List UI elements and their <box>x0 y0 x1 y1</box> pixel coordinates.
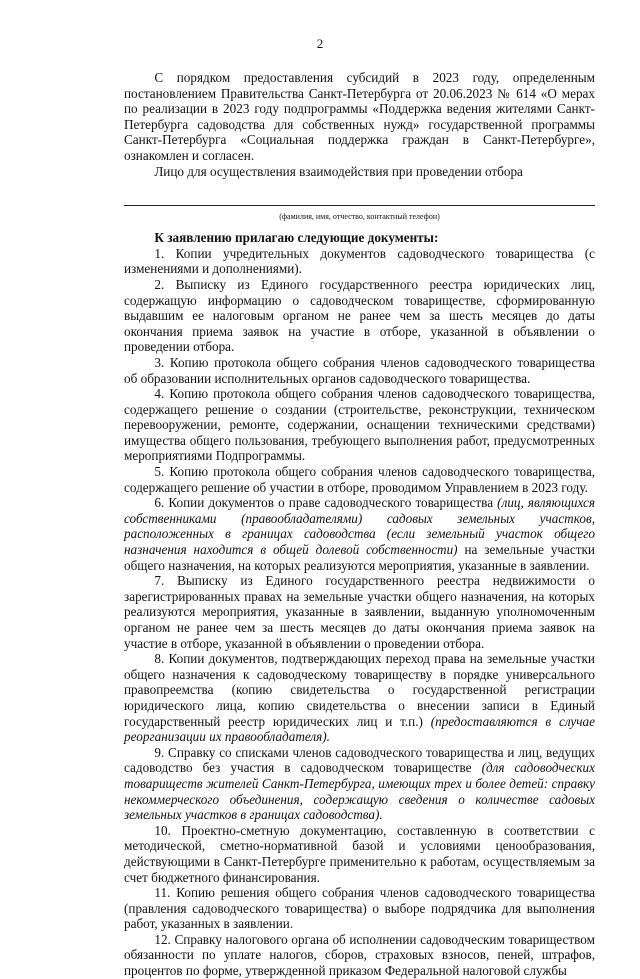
list-item-text: 8. Копии документов, подтверждающих переход права на земельные участки общего назначения к садоводческому товариществу в порядке универсального правопреемства (копию свидетельства о государственной регистрации юридического лица, копию свидетельства о внесении записи в Единый государственный реестр юридических лиц и т.п.) <box>124 651 595 729</box>
list-item-italic-note: (для садоводческих товариществ жителей Санкт-Петербурга, имеющих трех и более детей: справку некоммерческого объединения, содержащую сведения о количестве садовых земельных участков в границах садоводства). <box>124 760 595 823</box>
list-item: 4. Копию протокола общего собрания членов садоводческого товарищества, содержащего решение о создании (строительстве, реконструкции, техническом перевооружении, ремонте, содержании, оснащении техническими средствами) имущества общего пользования, требующего выполнения работ, предусмотренных мероприятиями Подпрограммы. <box>124 386 595 464</box>
list-item <box>124 651 595 745</box>
list-item-italic-note: (лиц, являющихся собственниками (правообладателями) садовых земельных участков, расположенных в границах садоводства (если земельный участок общего назначения находится в общей долевой собственности) <box>124 495 596 558</box>
document-body <box>124 70 595 979</box>
list-item: 1. Копии учредительных документов садоводческого товарищества (с изменениями и дополнениями). <box>124 245 595 277</box>
list-item: 12. Справку налогового органа об исполнении садоводческим товариществом обязанности по уплате налогов, сборов, страховых взносов, пеней, штрафов, процентов по форме, утвержденной приказом Федеральной налоговой службы <box>124 931 595 979</box>
list-item-italic-note: (предоставляются в случае реорганизации их правообладателя). <box>124 713 595 745</box>
contact-signature-line <box>124 205 595 206</box>
documents-heading: К заявлению прилагаю следующие документы: <box>154 230 439 246</box>
list-item: 11. Копию решения общего собрания членов садоводческого товарищества (правления садоводческого товарищества) о выборе подрядчика для выполнения работ, указанных в заявлении. <box>124 885 595 932</box>
list-item <box>124 745 595 823</box>
list-item-text: 9. Справку со списками членов садоводческого товарищества и лиц, ведущих садоводство без участия в садоводческом товариществе <box>124 744 595 776</box>
list-item: 3. Копию протокола общего собрания членов садоводческого товарищества об образовании исполнительных органов садоводческого товарищества. <box>124 354 595 386</box>
list-item: 10. Проектно-сметную документацию, составленную в соответствии с методической, сметно-нормативной базой и условиями ценообразования, действующими в Санкт-Петербурге применительно к работам, осуществляемым за счет бюджетного финансирования. <box>124 822 595 885</box>
contact-person-label: Лицо для осуществления взаимодействия при проведении отбора <box>154 163 523 179</box>
contact-caption: (фамилия, имя, отчество, контактный телефон) <box>279 212 440 222</box>
list-item-text: на земельные участки общего назначения, на которых реализуются мероприятия, указанные в заявлении. <box>124 542 595 573</box>
page-number: 2 <box>316 36 324 51</box>
list-item: 5. Копию протокола общего собрания членов садоводческого товарищества, содержащего решение об участии в отборе, проводимом Управлением в 2023 году. <box>124 464 595 495</box>
list-item: 2. Выписку из Единого государственного реестра юридических лиц, содержащую информацию о садоводческом товариществе, сформированную выдавшим ее налоговым органом не ранее чем за шесть месяцев до даты окончания приема заявок на участие в отборе, указанной в объявлении о проведении отбора. <box>124 276 595 355</box>
list-item <box>124 495 595 573</box>
list-item-text: 6. Копии документов о праве садоводческого товарищества <box>154 495 498 511</box>
list-item: 7. Выписку из Единого государственного реестра недвижимости о зарегистрированных правах на земельные участки общего назначения, на которых реализуются мероприятия, указанные в заявлении, выданную уполномоченным органом не ранее чем за шесть месяцев до даты окончания приема заявок на участие в отборе, указанной в объявлении о проведении отбора. <box>124 573 595 651</box>
intro-paragraph: С порядком предоставления субсидий в 2023 году, определенным постановлением Правительства Санкт-Петербурга от 20.06.2023 № 614 «О мерах по реализации в 2023 году подпрограммы «Поддержка ведения жителями Санкт-Петербурга садоводства для собственных нужд» государственной программы Санкт-Петербурга «Социальная поддержка граждан в Санкт-Петербурге», ознакомлен и согласен. <box>124 70 595 163</box>
